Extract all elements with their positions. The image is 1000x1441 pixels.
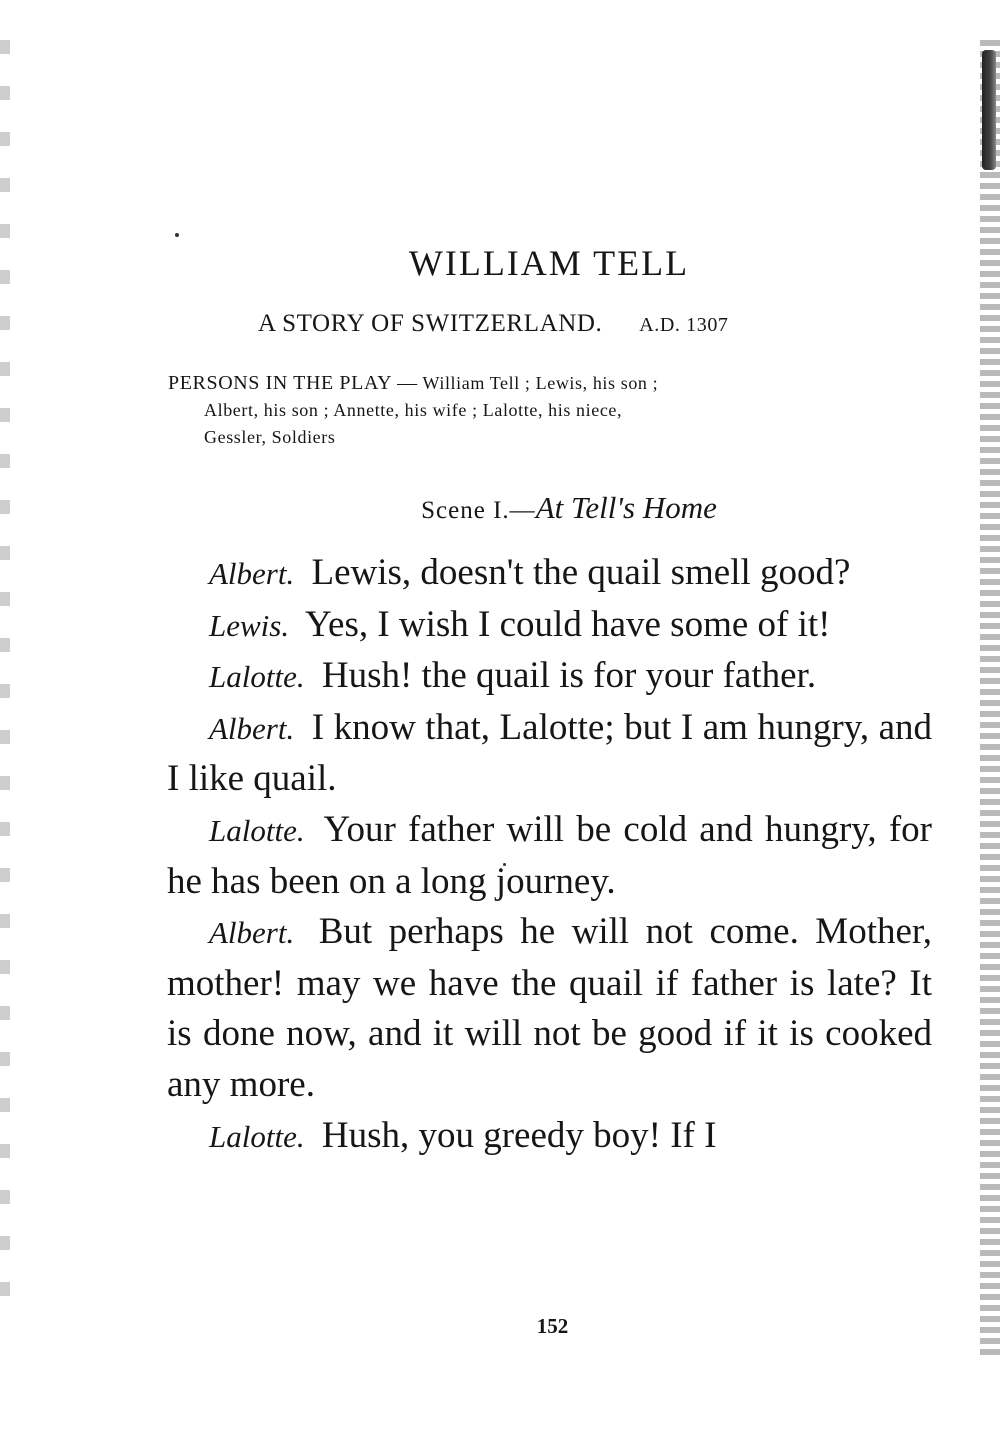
persons-in-play (168, 370, 932, 451)
scan-speck (175, 233, 179, 237)
scan-left-edge (0, 40, 10, 1320)
speaker: Albert. (209, 710, 295, 746)
scene-heading (0, 490, 1000, 526)
speech: But perhaps he will not come. Mother, mother! may we have the quail if father is late? It is done now, and it will not be good if it is cooked any more. (167, 911, 932, 1105)
subtitle (258, 310, 729, 338)
persons-label: PERSONS IN THE PLAY — (168, 372, 418, 394)
page-number: 152 (536, 1314, 569, 1338)
dialogue-line (167, 703, 932, 805)
persons-line-1: William Tell ; Lewis, his son ; (422, 373, 659, 393)
subtitle-text: A STORY OF SWITZERLAND. (258, 310, 603, 337)
dialogue-line (167, 651, 932, 703)
scan-right-edge (980, 40, 1000, 1360)
dialogue-line (167, 907, 932, 1110)
speaker: Lalotte. (209, 812, 305, 848)
dialogue-line (167, 1111, 932, 1163)
speech: I know that, Lalotte; but I am hungry, and I like quail. (167, 706, 933, 800)
dialogue-line (167, 805, 932, 907)
speech: Your father will be cold and hungry, for he has been on a long journey. (167, 808, 932, 902)
speech: Hush, you greedy boy! If I (321, 1114, 717, 1156)
speaker: Albert. (209, 915, 295, 951)
speaker: Lewis. (209, 607, 290, 643)
persons-line-2: Albert, his son ; Annette, his wife ; Lalotte, his niece, (204, 400, 623, 420)
speech: Hush! the quail is for your father. (321, 655, 817, 697)
scene-label: Scene I.— (421, 497, 536, 524)
dialogue-line (167, 600, 932, 652)
scene-place: At Tell's Home (535, 490, 717, 525)
speech: Yes, I wish I could have some of it! (305, 603, 831, 645)
dialogue-line (167, 548, 932, 600)
speech: Lewis, doesn't the quail smell good? (311, 552, 851, 593)
persons-line-3: Gessler, Soldiers (204, 427, 336, 447)
speaker: Lalotte. (209, 659, 305, 695)
page-title: WILLIAM TELL (408, 243, 690, 283)
dialogue (167, 548, 932, 1162)
subtitle-date: A.D. 1307 (639, 314, 729, 336)
scan-binding-shadow (982, 50, 996, 170)
speaker: Lalotte. (209, 1118, 305, 1154)
speaker: Albert. (209, 556, 295, 591)
